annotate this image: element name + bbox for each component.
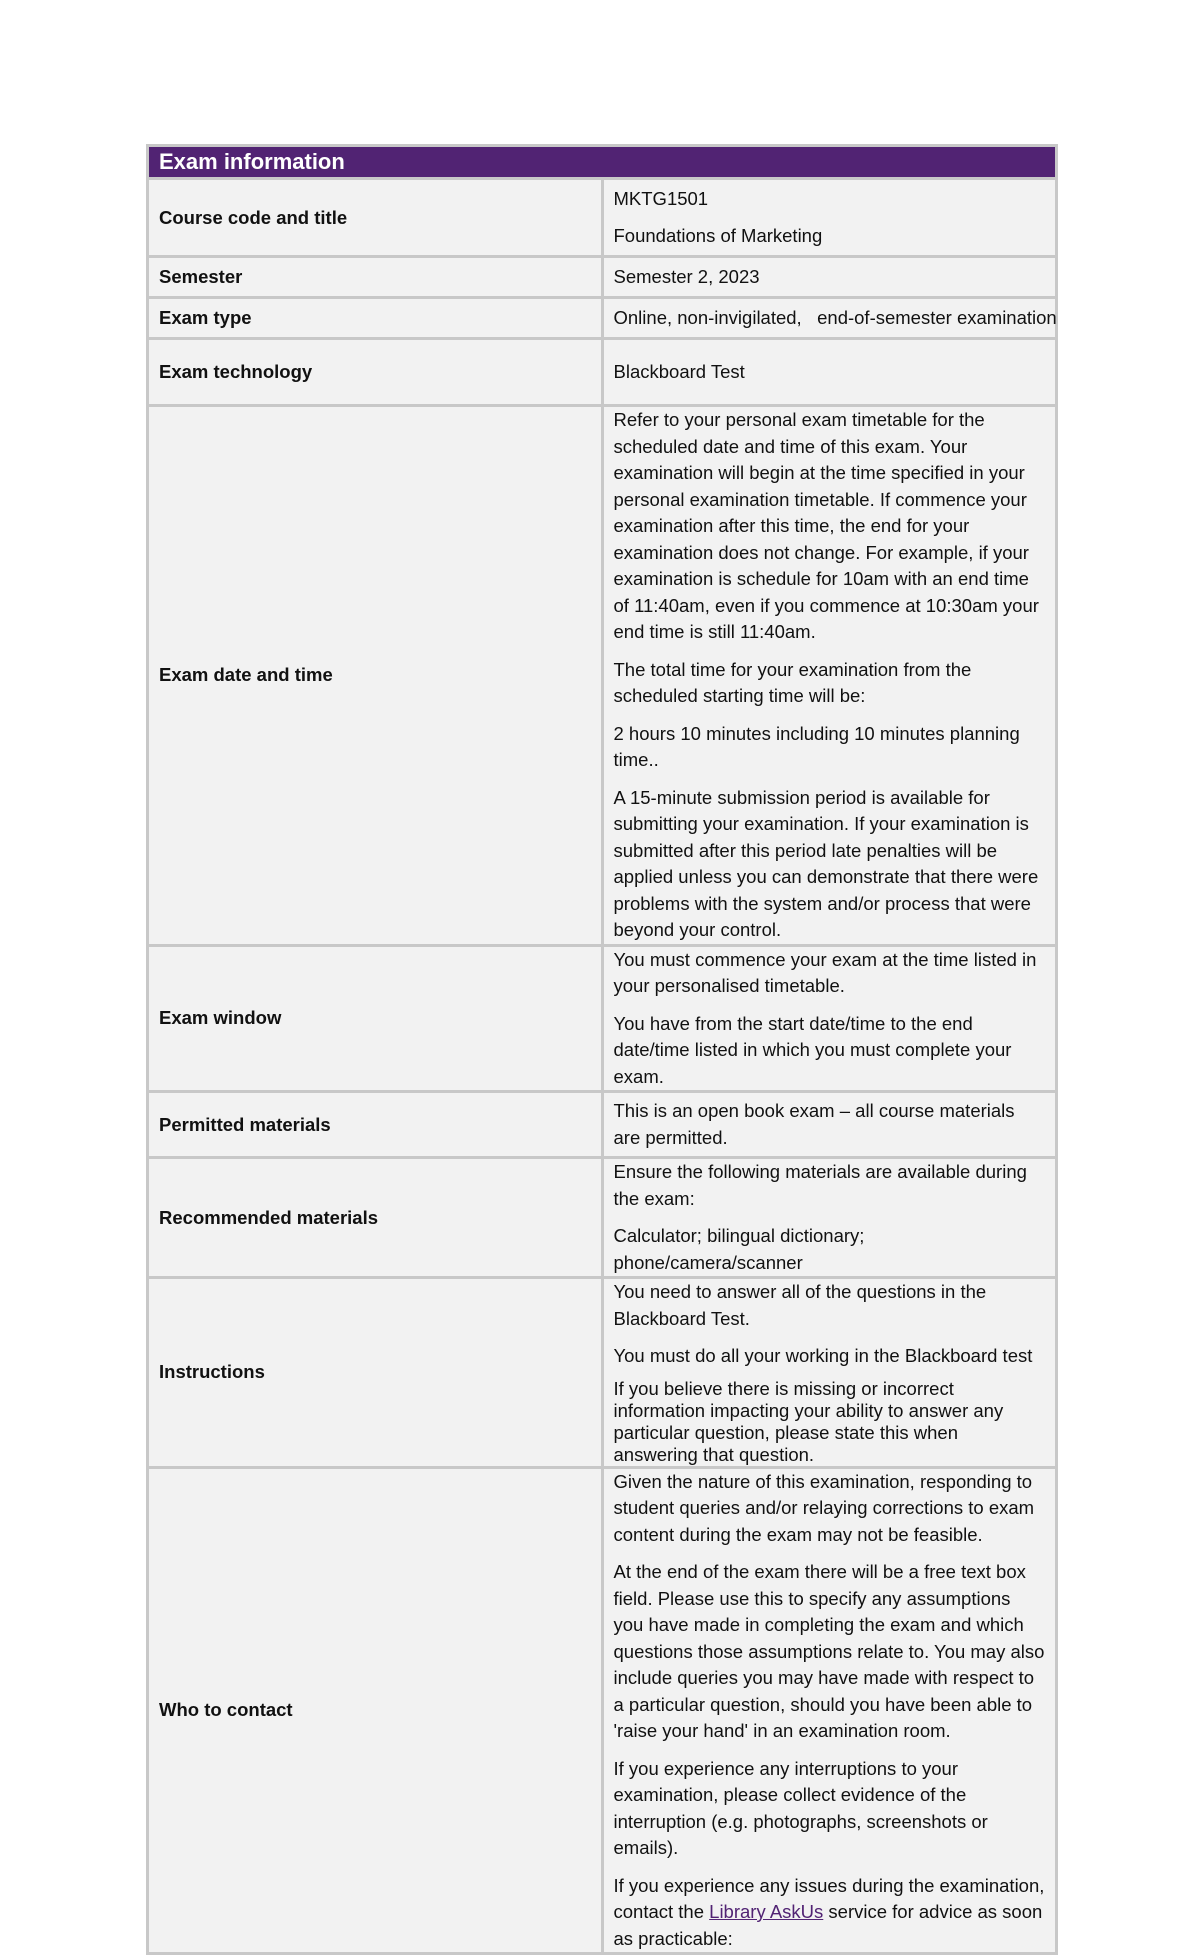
paragraph: You must commence your exam at the time listed in your personalised timetable. (613, 948, 1037, 996)
exam-technology-value: Blackboard Test (602, 339, 1057, 406)
recommended-materials-row (148, 1158, 1057, 1278)
row-label: Exam window (148, 945, 603, 1092)
semester-row (148, 257, 1057, 298)
paragraph: Refer to your personal exam timetable for the scheduled date and time of this exam. Your examination will begin at the time specified in your personal examination timetable. If commence your examination after this time, the end for your examination does not change. For example, if your examination is schedule for 10am with an end time of 11:40am, even if you commence at 10:30am your end time is still 11:40am. (613, 409, 1039, 642)
row-label: Who to contact (148, 1467, 603, 1954)
contact-text-after: service for advice as soon as practicable: (613, 1901, 1043, 1949)
exam-date-time-value (602, 406, 1057, 946)
exam-information-table (146, 144, 1058, 1955)
permitted-materials-value: This is an open book exam – all course materials are permitted. (602, 1092, 1057, 1158)
row-label: Permitted materials (148, 1092, 603, 1158)
course-code: MKTG1501 (613, 187, 709, 209)
header-row (148, 146, 1057, 179)
semester-value: Semester 2, 2023 (602, 257, 1057, 298)
row-label: Exam date and time (148, 406, 603, 946)
exam-technology-row (148, 339, 1057, 406)
paragraph: Ensure the following materials are available during the exam: (613, 1161, 1027, 1209)
paragraph: You need to answer all of the questions in the Blackboard Test. (613, 1281, 987, 1329)
row-label: Course code and title (148, 179, 603, 257)
paragraph: You have from the start date/time to the end date/time listed in which you must complete your exam. (613, 1012, 1012, 1087)
paragraph: A 15-minute submission period is available for submitting your examination. If your examination is submitted after this period late penalties will be applied unless you can demonstrate that there were problems with the system and/or process that were beyond your control. (613, 786, 1039, 940)
row-label: Exam type (148, 298, 603, 339)
course-title: Foundations of Marketing (613, 225, 823, 246)
exam-window-row (148, 945, 1057, 1092)
contact-text-before: If you experience any issues during the examination, contact the (613, 1874, 1045, 1922)
exam-type-value: Online, non-invigilated, end-of-semester examination (602, 298, 1057, 339)
paragraph: Calculator; bilingual dictionary; phone/camera/scanner (613, 1225, 865, 1273)
permitted-materials-row (148, 1092, 1057, 1158)
recommended-materials-value (602, 1158, 1057, 1278)
row-label: Instructions (148, 1278, 603, 1468)
paragraph: 2 hours 10 minutes including 10 minutes planning time.. (613, 722, 1020, 770)
who-to-contact-row (148, 1467, 1057, 1954)
row-label: Exam technology (148, 339, 603, 406)
exam-type-row (148, 298, 1057, 339)
exam-window-value (602, 945, 1057, 1092)
exam-date-time-row (148, 406, 1057, 946)
who-to-contact-value (602, 1467, 1057, 1954)
paragraph: If you believe there is missing or incorrect information impacting your ability to answer any particular question, please state this when answering that question. (613, 1377, 1004, 1465)
course-row (148, 179, 1057, 257)
paragraph: If you experience any interruptions to your examination, please collect evidence of the interruption (e.g. photographs, screenshots or emails). (613, 1757, 988, 1858)
paragraph: The total time for your examination from the scheduled starting time will be: (613, 658, 972, 706)
library-askus-link[interactable]: Library AskUs (709, 1901, 824, 1922)
course-value (602, 179, 1057, 257)
instructions-value (602, 1278, 1057, 1468)
row-label: Recommended materials (148, 1158, 603, 1278)
paragraph: At the end of the exam there will be a free text box field. Please use this to specify any assumptions you have made in completing the exam and which questions those assumptions relate to. You may also include queries you may have made with respect to a particular question, should you have been able to 'raise your hand' in an examination room. (613, 1561, 1045, 1741)
table-title: Exam information (148, 146, 1057, 179)
instructions-row (148, 1278, 1057, 1468)
row-label: Semester (148, 257, 603, 298)
paragraph: Given the nature of this examination, responding to student queries and/or relaying corrections to exam content during the exam may not be feasible. (613, 1470, 1035, 1545)
paragraph (614, 1873, 1046, 1953)
paragraph: You must do all your working in the Blackboard test (613, 1345, 1033, 1366)
